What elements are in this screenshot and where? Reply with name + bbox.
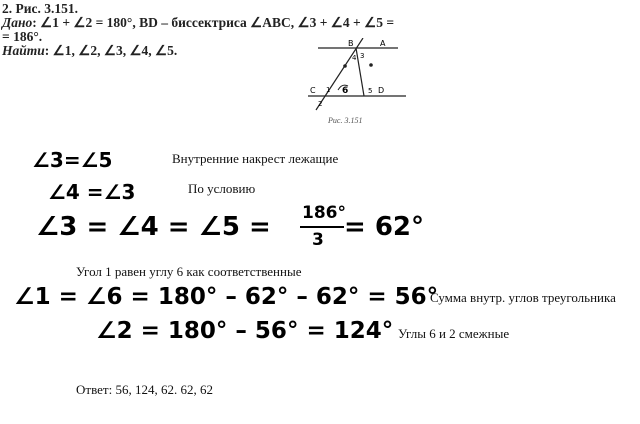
find-label: Найти <box>2 43 45 58</box>
solution-line-2: ∠4 =∠3 <box>48 180 136 204</box>
given-text: : ∠1 + ∠2 = 180°, BD – биссектриса ∠ABC, ∠3 + ∠4 + ∠5 = <box>32 15 395 30</box>
label-angle-5: 5 <box>368 87 373 95</box>
solution-line-3-left: ∠3 = ∠4 = ∠5 = <box>36 212 271 242</box>
solution-line-6: ∠2 = 180° – 56° = 124° <box>96 318 394 344</box>
answer-line: Ответ: 56, 124, 62. 62, 62 <box>76 382 213 397</box>
problem-statement <box>0 0 640 128</box>
label-angle-4: 4 <box>352 54 357 62</box>
solution-line-1: ∠3=∠5 <box>32 148 113 172</box>
angle-mark-dot <box>343 64 347 68</box>
fraction-numerator: 186° <box>302 203 346 223</box>
given-label: Дано <box>2 15 33 30</box>
label-angle-1: 1 <box>326 86 331 94</box>
solution-note-4: Угол 1 равен углу 6 как соответственные <box>76 264 302 279</box>
label-a: A <box>380 39 386 48</box>
find-text: : ∠1, ∠2, ∠3, ∠4, ∠5. <box>44 43 178 58</box>
given-text-continued: = 186°. <box>2 29 43 44</box>
label-b: B <box>348 39 354 48</box>
label-angle-6: 6 <box>342 86 349 96</box>
label-angle-2: 2 <box>318 100 323 108</box>
solution-note-2: По условию <box>188 181 256 196</box>
fraction-denominator: 3 <box>312 230 324 250</box>
solution-line-3-right: = 62° <box>344 212 425 242</box>
solution-note-1: Внутренние накрест лежащие <box>172 151 339 166</box>
fraction-bar <box>300 226 344 228</box>
solution-line-5: ∠1 = ∠6 = 180° – 62° – 62° = 56° <box>14 284 439 310</box>
label-d: D <box>378 86 385 95</box>
solution-note-5: Сумма внутр. углов треугольника <box>430 290 616 305</box>
solution-note-6: Углы 6 и 2 смежные <box>398 326 510 341</box>
figure-caption: Рис. 3.151 <box>328 116 363 125</box>
label-c: C <box>310 86 316 95</box>
problem-number: 2. Рис. 3.151. <box>2 1 79 16</box>
label-angle-3: 3 <box>360 52 365 60</box>
angle-mark-dot <box>369 63 373 67</box>
geometry-figure <box>298 38 408 116</box>
